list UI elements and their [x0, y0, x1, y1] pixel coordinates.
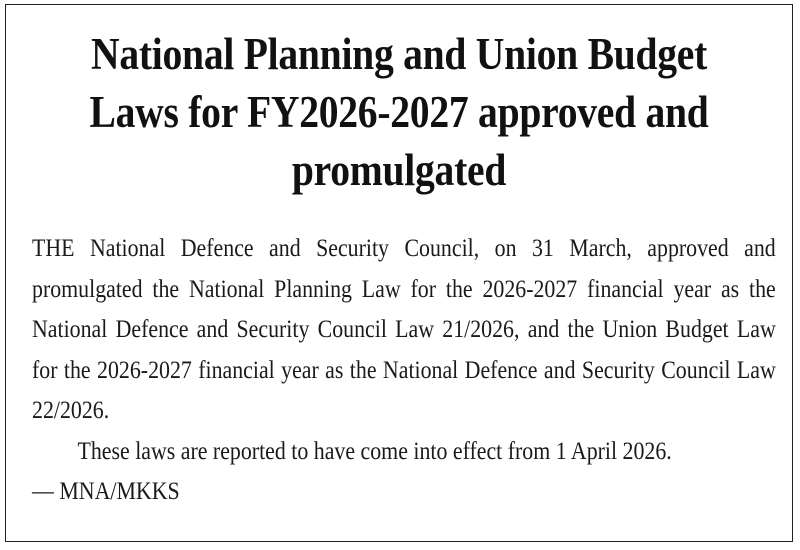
headline	[53, 25, 745, 199]
headline-line-1: National Planning and Union Budget	[90, 29, 708, 79]
byline: — MNA/MKKS	[32, 478, 180, 505]
article-body	[32, 229, 776, 513]
paragraph-2: These laws are reported to have come into effect from 1 April 2026.	[77, 437, 672, 465]
headline-line-3: promulgated	[291, 145, 507, 195]
headline-line-2: Laws for FY2026-2027 approved and	[89, 87, 709, 137]
paragraph-1: THE National Defence and Security Council, on 31 March, approved and promulgated the National Planning Law for the 2026-2027 financial year as the National Defence and Security Council Law 21/2026, and the Union Budget Law for the 2026-2027 financial year as the National Defence and Security Council Law 22/2026.	[32, 235, 776, 424]
article-frame	[5, 4, 793, 542]
